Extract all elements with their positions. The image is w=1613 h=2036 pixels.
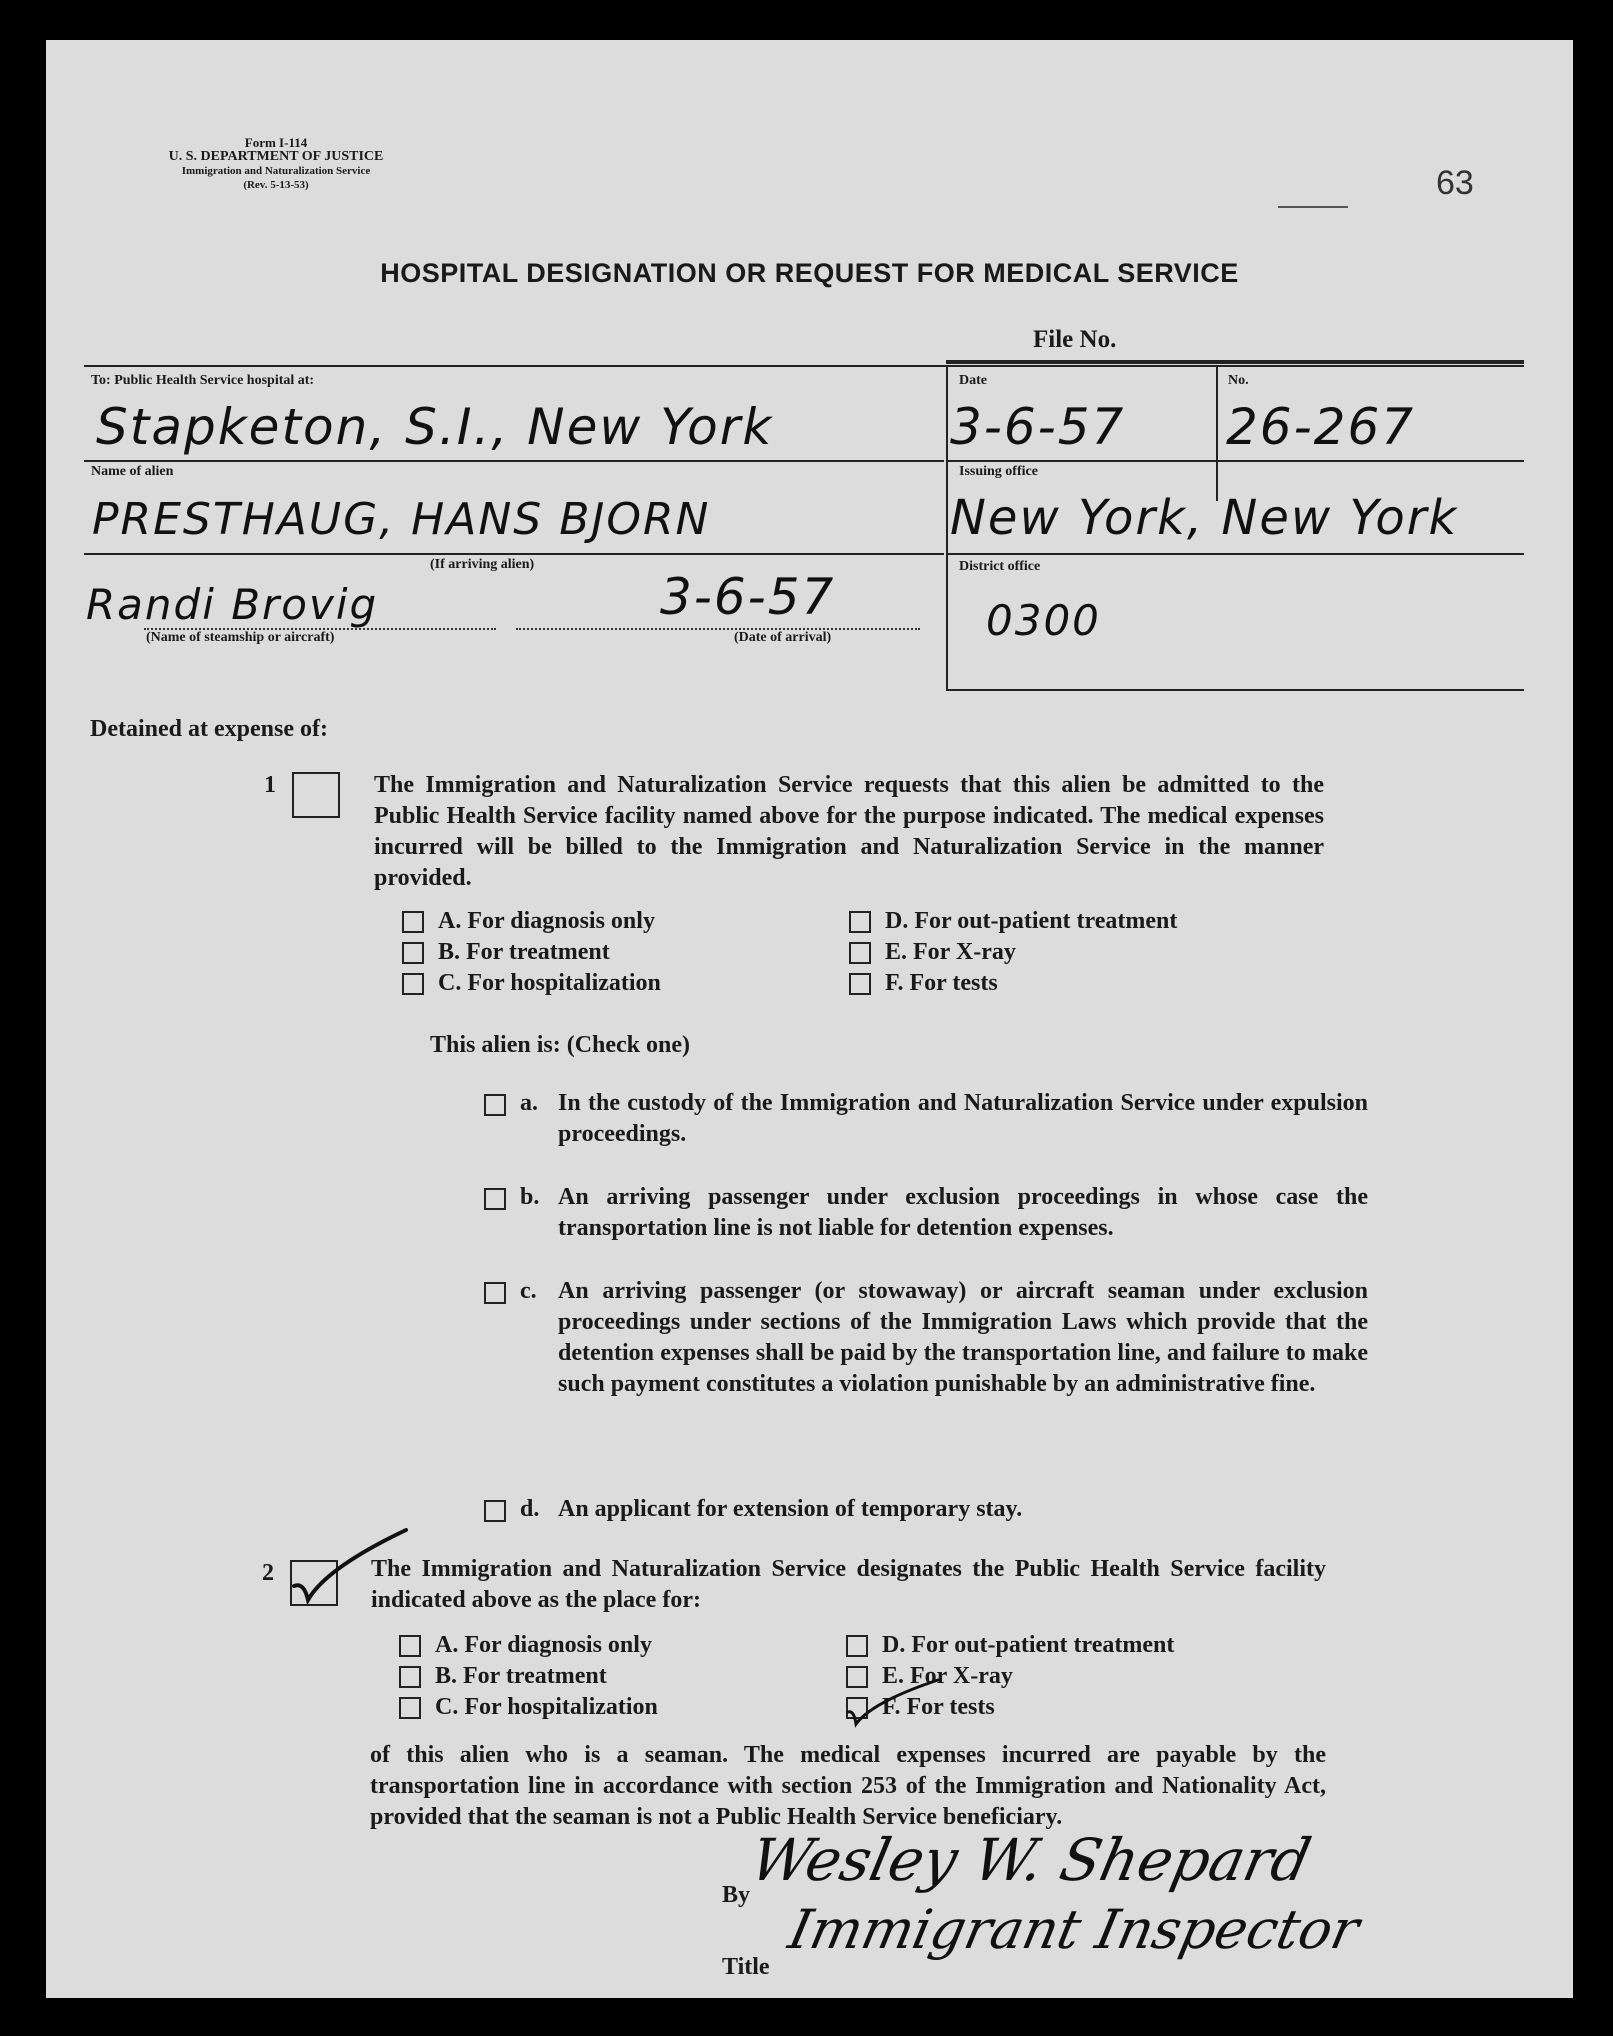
- issuing-office-label: Issuing office: [959, 464, 1038, 479]
- arrival-line: [516, 628, 920, 631]
- section2-option-d[interactable]: D. For out-patient treatment: [846, 1630, 1174, 1661]
- revision-date: (Rev. 5-13-53): [243, 179, 309, 191]
- alien-name-label: Name of alien: [91, 464, 174, 479]
- checkbox[interactable]: [846, 1635, 868, 1657]
- field-divider-2: [1216, 366, 1218, 501]
- form-number: Form I-114: [244, 135, 308, 150]
- status-option-b: b. An arriving passenger under exclusion proceedings in whose case the transportation line is not liable for detention expenses.: [484, 1182, 1368, 1244]
- no-value: 26-267: [1226, 398, 1416, 456]
- alien-name-value: PRESTHAUG, HANS BJORN: [92, 494, 711, 545]
- section1-option-c[interactable]: C. For hospitalization: [402, 968, 661, 999]
- checkbox[interactable]: [849, 911, 871, 933]
- document-page: [46, 40, 1573, 1998]
- checkbox[interactable]: [402, 973, 424, 995]
- checkbox[interactable]: [399, 1635, 421, 1657]
- date-label: Date: [959, 373, 987, 388]
- row2-rule-left: [84, 553, 944, 555]
- ship-value: Randi Brovig: [86, 580, 379, 629]
- field-divider-1: [946, 366, 948, 691]
- signature-title: Immigrant Inspector: [783, 1898, 1365, 1961]
- ship-label: (Name of steamship or aircraft): [146, 630, 335, 645]
- top-rule-thick: [946, 360, 1524, 364]
- checkbox[interactable]: [484, 1094, 506, 1116]
- checkbox[interactable]: [484, 1188, 506, 1210]
- section1-option-d[interactable]: D. For out-patient treatment: [849, 906, 1177, 937]
- row1-rule-right: [946, 460, 1524, 462]
- section2-option-c[interactable]: C. For hospitalization: [399, 1692, 658, 1723]
- top-dash: [1278, 206, 1348, 208]
- top-rule: [84, 365, 1524, 367]
- district-office-value: 0300: [986, 596, 1101, 645]
- department-name: U. S. DEPARTMENT OF JUSTICE: [168, 149, 384, 164]
- section1-text: The Immigration and Naturalization Service requests that this alien be admitted to the Public Health Service facility named above for the purpose indicated. The medical expenses incurred will be billed to the Immigration and Naturalization Service in the manner provided.: [374, 772, 1324, 891]
- detained-label: Detained at expense of:: [90, 716, 328, 742]
- section1-options-left: [402, 906, 661, 999]
- section2-footer-text: of this alien who is a seaman. The medical expenses incurred are payable by the transportation line in accordance with section 253 of the Immigration and Nationality Act, provided that the seaman is not a Public Health Service beneficiary.: [370, 1742, 1326, 1830]
- checkbox[interactable]: [399, 1697, 421, 1719]
- section1-option-b[interactable]: B. For treatment: [402, 937, 661, 968]
- by-label: By: [722, 1882, 751, 1908]
- checkbox[interactable]: [849, 973, 871, 995]
- file-no-label: File No.: [1033, 326, 1117, 353]
- checkbox[interactable]: [402, 942, 424, 964]
- checkbox[interactable]: [399, 1666, 421, 1688]
- district-office-label: District office: [959, 559, 1041, 574]
- form-header: [96, 136, 456, 192]
- section2-option-a[interactable]: A. For diagnosis only: [399, 1630, 658, 1661]
- hospital-value: Stapketon, S.I., New York: [96, 398, 774, 456]
- section2-option-f[interactable]: F. For tests: [846, 1692, 1174, 1723]
- hospital-label: To: Public Health Service hospital at:: [91, 373, 315, 388]
- page-title: HOSPITAL DESIGNATION OR REQUEST FOR MEDICAL SERVICE: [380, 258, 1239, 288]
- section2-option-b[interactable]: B. For treatment: [399, 1661, 658, 1692]
- title-label: Title: [722, 1954, 770, 1980]
- section1-option-e[interactable]: E. For X-ray: [849, 937, 1177, 968]
- section2-text: The Immigration and Naturalization Service designates the Public Health Service facility indicated above as the place for:: [371, 1556, 1326, 1613]
- status-option-d: d. An applicant for extension of temporary stay.: [484, 1494, 1368, 1525]
- row3-rule-right: [946, 689, 1524, 691]
- checkbox[interactable]: [484, 1282, 506, 1304]
- no-label: No.: [1228, 373, 1249, 388]
- row2-rule-right: [946, 553, 1524, 555]
- status-option-a: a. In the custody of the Immigration and Naturalization Service under expulsion proceedings.: [484, 1088, 1368, 1150]
- signature-by: Wesley W. Shepard: [744, 1826, 1317, 1894]
- row1-rule-left: [84, 460, 944, 462]
- section1-option-a[interactable]: A. For diagnosis only: [402, 906, 661, 937]
- page-number: 63: [1436, 164, 1474, 202]
- checkbox[interactable]: [402, 911, 424, 933]
- section1-number: 1: [264, 772, 276, 798]
- date-value: 3-6-57: [950, 398, 1126, 456]
- service-name: Immigration and Naturalization Service: [181, 165, 371, 177]
- section2-option-e[interactable]: E. For X-ray: [846, 1661, 1174, 1692]
- section2-number: 2: [262, 1560, 274, 1586]
- section1-options-right: [849, 906, 1177, 999]
- section2-options-left: [399, 1630, 658, 1723]
- section1-checkbox[interactable]: [292, 772, 340, 818]
- section1-option-f[interactable]: F. For tests: [849, 968, 1177, 999]
- status-option-c: c. An arriving passenger (or stowaway) or aircraft seaman under exclusion proceedings under sections of the Immigration Laws which provide that the detention expenses shall be paid by the transportation line, and failure to make such payment constitutes a violation punishable by an administrative fine.: [484, 1276, 1368, 1400]
- arrival-date-label: (Date of arrival): [734, 630, 832, 645]
- checkmark-icon: [842, 1672, 952, 1732]
- arrival-date-value: 3-6-57: [660, 568, 836, 626]
- check-one-label: This alien is: (Check one): [430, 1032, 691, 1058]
- arriving-label: (If arriving alien): [430, 557, 535, 572]
- checkbox[interactable]: [484, 1500, 506, 1522]
- issuing-office-value: New York, New York: [950, 490, 1459, 546]
- checkbox[interactable]: [849, 942, 871, 964]
